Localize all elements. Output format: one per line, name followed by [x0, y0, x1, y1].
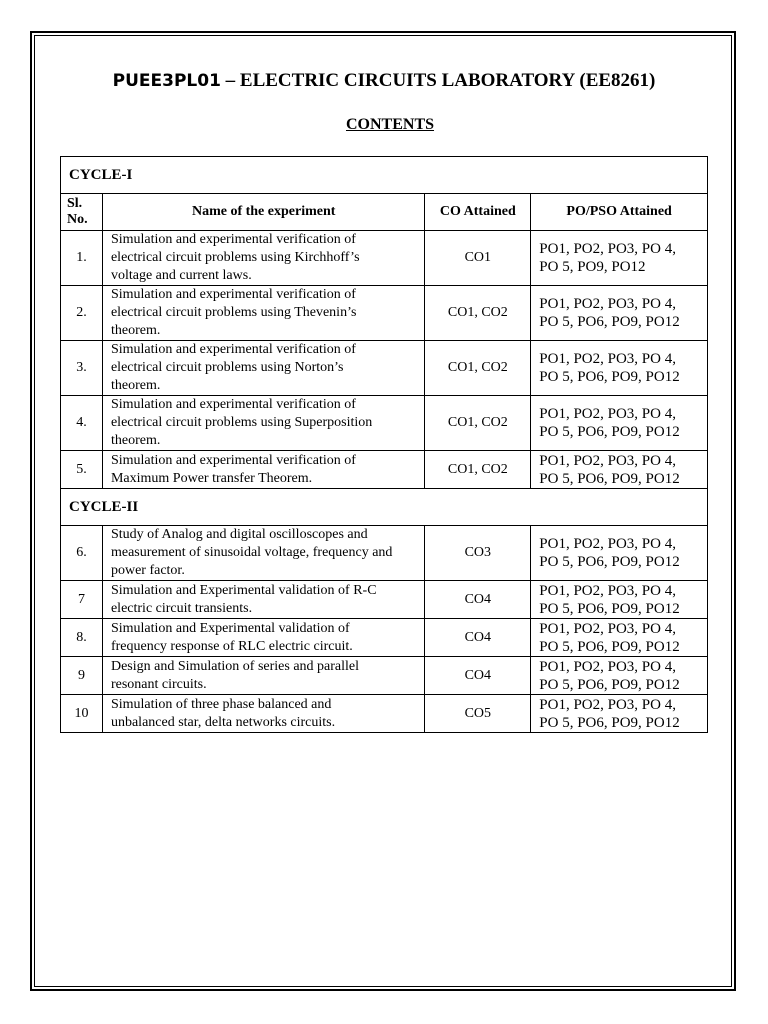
experiment-name-line: Simulation and Experimental validation of R-C	[110, 582, 377, 598]
experiment-name-line: power factor.	[110, 563, 185, 578]
co-attained: CO1, CO2	[425, 396, 531, 451]
document-title	[0, 70, 768, 92]
header-co-attained: CO Attained	[425, 194, 531, 231]
experiment-name-line: measurement of sinusoidal voltage, frequency and	[110, 545, 393, 560]
experiment-number: 4.	[61, 396, 103, 451]
po-pso-attained	[531, 286, 708, 341]
table-row	[61, 286, 708, 341]
cycle-label: CYCLE-I	[61, 157, 708, 194]
po-pso-line: PO1, PO2, PO3, PO 4,	[539, 406, 676, 422]
po-pso-attained	[531, 695, 708, 733]
po-pso-line: PO1, PO2, PO3, PO 4,	[539, 582, 676, 599]
experiment-number: 8.	[61, 619, 103, 657]
experiment-number: 5.	[61, 451, 103, 489]
po-pso-line: PO1, PO2, PO3, PO 4,	[539, 620, 676, 637]
po-pso-line: PO 5, PO6, PO9, PO12	[539, 554, 680, 570]
table-row	[61, 396, 708, 451]
table-row	[61, 657, 708, 695]
table-row	[61, 581, 708, 619]
po-pso-line: PO 5, PO6, PO9, PO12	[539, 470, 680, 487]
experiment-number: 9	[61, 657, 103, 695]
table-row	[61, 341, 708, 396]
experiment-name-line: unbalanced star, delta networks circuits.	[110, 714, 336, 730]
po-pso-line: PO 5, PO6, PO9, PO12	[539, 676, 680, 693]
experiment-number: 1.	[61, 231, 103, 286]
course-title: – ELECTRIC CIRCUITS LABORATORY (EE8261)	[220, 70, 656, 91]
po-pso-line: PO1, PO2, PO3, PO 4,	[539, 452, 676, 469]
header-sl-line: No.	[67, 212, 88, 227]
experiment-name	[102, 451, 424, 489]
experiment-name-line: electrical circuit problems using Kirchhoff’s	[110, 250, 360, 265]
experiment-name-line: Simulation and Experimental validation of	[110, 620, 350, 636]
co-attained: CO1, CO2	[425, 341, 531, 396]
po-pso-line: PO 5, PO6, PO9, PO12	[539, 424, 680, 440]
experiment-name	[102, 396, 424, 451]
experiment-name-line: Study of Analog and digital oscilloscopes and	[110, 527, 368, 542]
experiment-name-line: electrical circuit problems using Norton’s	[110, 360, 344, 375]
experiment-name-line: theorem.	[110, 433, 161, 448]
cycle-label: CYCLE-II	[61, 489, 708, 526]
co-attained: CO4	[425, 657, 531, 695]
experiment-number: 7	[61, 581, 103, 619]
po-pso-line: PO1, PO2, PO3, PO 4,	[539, 696, 676, 713]
experiment-name-line: Simulation and experimental verification of	[110, 397, 356, 412]
po-pso-line: PO1, PO2, PO3, PO 4,	[539, 296, 676, 312]
experiment-name	[102, 695, 424, 733]
header-experiment-name: Name of the experiment	[102, 194, 424, 231]
experiment-name-line: Maximum Power transfer Theorem.	[110, 470, 313, 486]
co-attained: CO1, CO2	[425, 451, 531, 489]
experiment-name	[102, 657, 424, 695]
experiment-name-line: Simulation and experimental verification of	[110, 342, 356, 357]
po-pso-line: PO 5, PO6, PO9, PO12	[539, 714, 680, 731]
table-header-row	[61, 194, 708, 231]
po-pso-line: PO 5, PO6, PO9, PO12	[539, 600, 680, 617]
experiment-name	[102, 341, 424, 396]
po-pso-line: PO1, PO2, PO3, PO 4,	[539, 351, 676, 367]
header-po-pso-attained: PO/PSO Attained	[531, 194, 708, 231]
cycle-row	[61, 489, 708, 526]
co-attained: CO1	[425, 231, 531, 286]
po-pso-line: PO 5, PO6, PO9, PO12	[539, 638, 680, 655]
co-attained: CO4	[425, 581, 531, 619]
experiment-name	[102, 619, 424, 657]
header-sl-line: Sl.	[67, 196, 83, 211]
experiment-number: 3.	[61, 341, 103, 396]
po-pso-attained	[531, 526, 708, 581]
po-pso-line: PO 5, PO6, PO9, PO12	[539, 314, 680, 330]
experiment-name	[102, 526, 424, 581]
experiment-name-line: theorem.	[110, 378, 161, 393]
contents-heading: CONTENTS	[345, 116, 435, 133]
co-attained: CO1, CO2	[425, 286, 531, 341]
experiment-name-line: resonant circuits.	[110, 676, 207, 692]
experiment-name-line: Design and Simulation of series and parallel	[110, 658, 360, 674]
experiment-name-line: theorem.	[110, 323, 161, 338]
experiment-name-line: Simulation and experimental verification of	[110, 452, 356, 468]
experiment-number: 10	[61, 695, 103, 733]
table-row	[61, 526, 708, 581]
po-pso-attained	[531, 581, 708, 619]
co-attained: CO4	[425, 619, 531, 657]
experiment-name-line: frequency response of RLC electric circuit.	[110, 638, 353, 654]
experiment-name-line: Simulation and experimental verification of	[110, 287, 356, 302]
experiment-name	[102, 286, 424, 341]
co-attained: CO5	[425, 695, 531, 733]
po-pso-line: PO1, PO2, PO3, PO 4,	[539, 658, 676, 675]
experiments-table-body	[61, 157, 708, 733]
experiment-name-line: Simulation of three phase balanced and	[110, 696, 332, 712]
table-row	[61, 451, 708, 489]
cycle-row	[61, 157, 708, 194]
po-pso-line: PO1, PO2, PO3, PO 4,	[539, 241, 676, 257]
po-pso-line: PO 5, PO6, PO9, PO12	[539, 369, 680, 385]
co-attained: CO3	[425, 526, 531, 581]
experiment-name-line: electrical circuit problems using Superposition	[110, 415, 373, 430]
experiment-name	[102, 581, 424, 619]
po-pso-attained	[531, 341, 708, 396]
po-pso-attained	[531, 396, 708, 451]
table-row	[61, 231, 708, 286]
po-pso-attained	[531, 451, 708, 489]
po-pso-line: PO 5, PO9, PO12	[539, 259, 646, 275]
table-row	[61, 619, 708, 657]
table-row	[61, 695, 708, 733]
header-sl-no	[61, 194, 103, 231]
experiment-name-line: Simulation and experimental verification of	[110, 232, 356, 247]
experiment-name-line: electrical circuit problems using Thevenin’s	[110, 305, 357, 320]
experiment-number: 6.	[61, 526, 103, 581]
experiment-name-line: electric circuit transients.	[110, 600, 253, 616]
course-code: PUEE3PL01	[112, 71, 221, 91]
experiments-table	[60, 156, 708, 733]
experiment-name	[102, 231, 424, 286]
po-pso-attained	[531, 657, 708, 695]
po-pso-line: PO1, PO2, PO3, PO 4,	[539, 536, 676, 552]
po-pso-attained	[531, 619, 708, 657]
experiment-number: 2.	[61, 286, 103, 341]
experiment-name-line: voltage and current laws.	[110, 268, 252, 283]
po-pso-attained	[531, 231, 708, 286]
